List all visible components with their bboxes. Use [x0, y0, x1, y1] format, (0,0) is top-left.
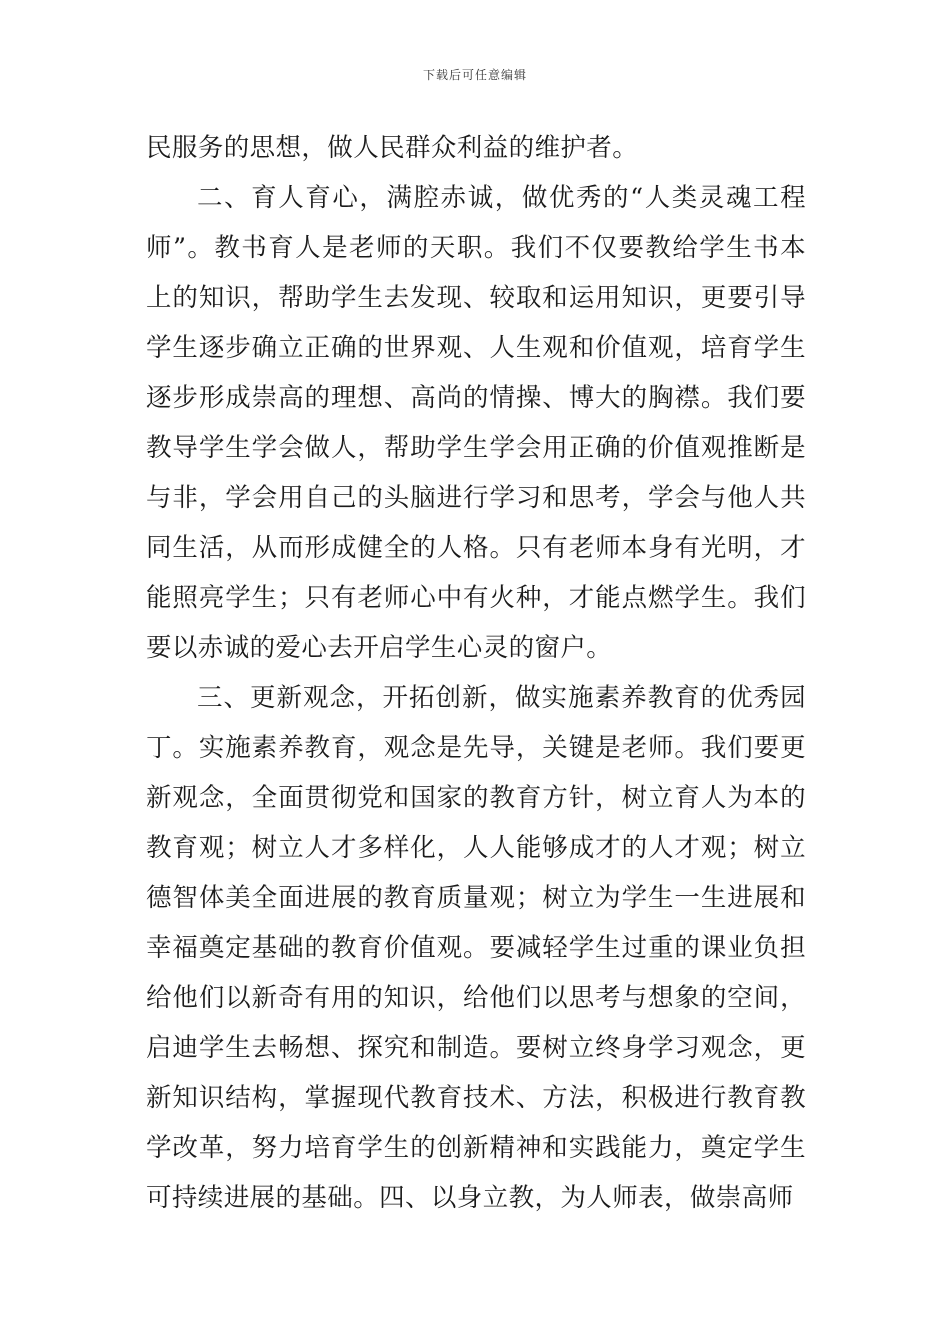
paragraph-section-two: 二、育人育心，满腔赤诚，做优秀的“人类灵魂工程师”。教书育人是老师的天职。我们不仅要教给学生书本上的知识，帮助学生去发现、较取和运用知识，更要引导学生逐步确立正确的世界观、人生观和价值观，培育学生逐步形成崇高的理想、高尚的情操、博大的胸襟。我们要教导学生学会做人，帮助学生学会用正确的价值观推断是与非，学会用自己的头脑进行学习和思考，学会与他人共同生活，从而形成健全的人格。只有老师本身有光明，才能照亮学生；只有老师心中有火种，才能点燃学生。我们要以赤诚的爱心去开启学生心灵的窗户。: [146, 183, 806, 663]
header-note: 下载后可任意编辑: [422, 68, 527, 82]
body-text: [146, 123, 806, 1223]
paragraph-section-three: 三、更新观念，开拓创新，做实施素养教育的优秀园丁。实施素养教育，观念是先导，关键是老师。我们要更新观念，全面贯彻党和国家的教育方针，树立育人为本的教育观；树立人才多样化，人人能够成才的人才观；树立德智体美全面进展的教育质量观；树立为学生一生进展和幸福奠定基础的教育价值观。要减轻学生过重的课业负担给他们以新奇有用的知识，给他们以思考与想象的空间，启迪学生去畅想、探究和制造。要树立终身学习观念，更新知识结构，掌握现代教育技术、方法，积极进行教育教学改革，努力培育学生的创新精神和实践能力，奠定学生可持续进展的基础。四、以身立教，为人师表，做崇高师: [146, 683, 806, 1213]
paragraph-continuation: 民服务的思想，做人民群众利益的维护者。: [146, 133, 639, 163]
